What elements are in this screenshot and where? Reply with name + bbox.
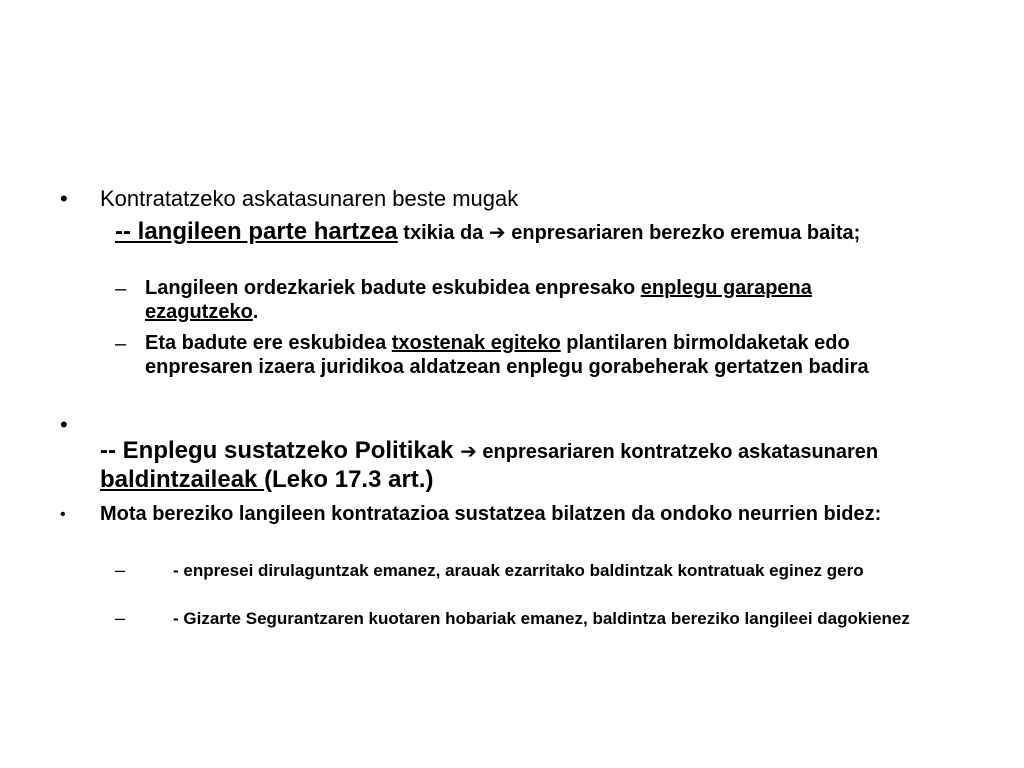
item1-sub3-text: Eta badute ere eskubidea — [145, 332, 392, 354]
bullet-1: • — [60, 186, 68, 211]
item1-title: Kontratatzeko askatasunaren beste mugak — [100, 186, 519, 211]
item2-lead: -- Enplegu sustatzeko Politikak — [100, 437, 461, 464]
arrow-icon: ➔ — [488, 222, 506, 244]
item1-sub3-rest: plantilaren birmoldaketak edo enpresaren izaera juridikoa aldatzean enplegu gorabeherak gertatzen badira — [145, 332, 869, 378]
dash-5: – — [115, 608, 126, 628]
item1-sub3 — [145, 331, 925, 379]
bullet-3: • — [60, 506, 66, 523]
item3-sub2-text: - Gizarte Segurantzaren kuotaren hobariak emanez, baldintza bereziko langileei dagokienez — [173, 609, 910, 628]
item3-sub1-text: - enpresei dirulaguntzak emanez, arauak ezarritako baldintzak kontratuak eginez gero — [173, 561, 864, 580]
item2 — [100, 437, 930, 494]
item1-sub1-lead: -- langileen parte hartzea — [115, 218, 398, 245]
dash-2: – — [115, 278, 127, 300]
dash-3: – — [115, 333, 127, 355]
item2-tail: (Leko 17.3 art.) — [264, 466, 434, 493]
item1-sub1-rest1: txikia da — [397, 222, 489, 244]
bullet-2: • — [60, 412, 68, 437]
item1-sub3-link: txostenak egiteko — [391, 332, 561, 354]
item3-sub2 — [145, 609, 975, 629]
item1-sub2 — [145, 276, 925, 324]
item1-sub1-rest2: enpresariaren berezko eremua baita; — [505, 222, 861, 244]
item1-sub2-text: Langileen ordezkariek badute eskubidea enpresako — [145, 277, 641, 299]
item3-title: Mota bereziko langileen kontratazioa sustatzea bilatzen da ondoko neurrien bidez: — [100, 503, 882, 525]
item1-sub2-link: enplegu garapena ezagutzeko — [145, 277, 812, 323]
arrow-icon: ➔ — [460, 441, 477, 463]
dash-4: – — [115, 560, 126, 580]
item2-rest: enpresariaren kontratzeko askatasunaren — [476, 441, 879, 463]
item3-sub1 — [145, 561, 975, 581]
item1-sub1 — [115, 220, 955, 245]
item2-link: baldintzaileak — [100, 466, 265, 493]
item1-sub2-end: . — [252, 301, 259, 323]
